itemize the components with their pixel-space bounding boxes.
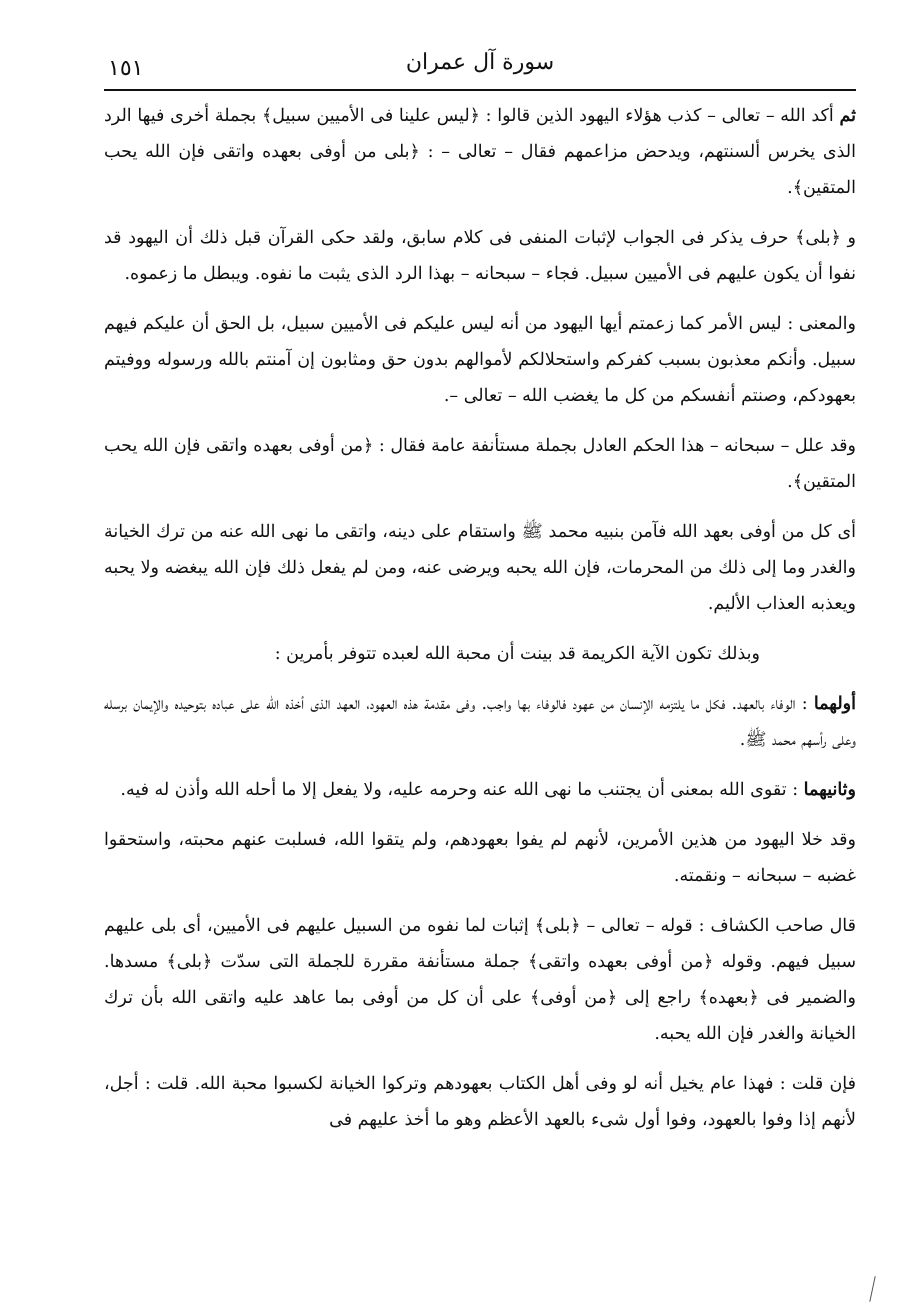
paragraph	[104, 306, 856, 414]
page-number: ١٥١	[108, 56, 144, 81]
paragraph	[104, 1066, 856, 1138]
paragraph-text: و ﴿بلى﴾ حرف يذكر فى الجواب لإثبات المنفى فى كلام سابق، ولقد حكى القرآن قبل ذلك أن اليهود قد نفوا أن يكون عليهم فى الأميين سبيل. فجاء – سبحانه – بهذا الرد الذى يثبت ما نفوه. ويبطل ما زعموه.	[104, 228, 856, 284]
paragraph	[104, 822, 856, 894]
paragraph	[104, 428, 856, 500]
running-title: سورة آل عمران	[405, 50, 555, 75]
paragraph-text: وبذلك تكون الآية الكريمة قد بينت أن محبة الله لعبده تتوفر بأمرين :	[274, 644, 760, 664]
paragraph-text: أكد الله – تعالى – كذب هؤلاء اليهود الذين قالوا : ﴿ليس علينا فى الأميين سبيل﴾ بجملة أخرى فيها الرد الذى يخرس ألسنتهم، ويدحض مزاعمهم فقال – تعالى – : ﴿بلى من أوفى بعهده واتقى فإن الله يحب المتقين﴾.	[104, 106, 856, 198]
paragraph	[104, 98, 856, 206]
paragraph-lead: وثانيهما	[803, 780, 856, 800]
paragraph	[104, 636, 856, 672]
paragraph-text: : تقوى الله بمعنى أن يجتنب ما نهى الله عنه وحرمه عليه، ولا يفعل إلا ما أحله الله وأذن له فيه.	[120, 780, 804, 800]
margin-mark	[869, 1276, 875, 1302]
paragraph	[104, 514, 856, 622]
paragraph-text: قال صاحب الكشاف : قوله – تعالى – ﴿بلى﴾ إثبات لما نفوه من السبيل عليهم فى الأميين، أى بلى عليهم سبيل فيهم. وقوله ﴿من أوفى بعهده واتقى﴾ جملة مستأنفة مقررة للجملة التى سدّت ﴿بلى﴾ مسدها. والضمير فى ﴿بعهده﴾ راجع إلى ﴿من أوفى﴾ على أن كل من أوفى بما عاهد عليه واتقى الله بأن ترك الخيانة والغدر فإن الله يحبه.	[104, 916, 856, 1044]
paragraph-text: والمعنى : ليس الأمر كما زعمتم أيها اليهود من أنه ليس عليكم فى الأميين سبيل، بل الحق أن عليكم فيهم سبيل. وأنكم معذبون بسبب كفركم واستحلالكم لأموالهم بدون حق ومثابون إن آمنتم بالله ورسوله ووفيتم بعهودكم، وصنتم أنفسكم من كل ما يغضب الله – تعالى –.	[104, 314, 856, 406]
paragraph-text: وقد علل – سبحانه – هذا الحكم العادل بجملة مستأنفة عامة فقال : ﴿من أوفى بعهده واتقى فإن الله يحب المتقين﴾.	[104, 436, 856, 492]
paragraph-text: فإن قلت : فهذا عام يخيل أنه لو وفى أهل الكتاب بعهودهم وتركوا الخيانة لكسبوا محبة الله. قلت : أجل، لأنهم إذا وفوا بالعهود، وفوا أول شىء بالعهد الأعظم وهو ما أخذ عليهم فى	[104, 1074, 856, 1130]
paragraph	[104, 220, 856, 292]
paragraph	[104, 772, 856, 808]
paragraph-text: وقد خلا اليهود من هذين الأمرين، لأنهم لم يفوا بعهودهم، ولم يتقوا الله، فسلبت عنهم محبته، واستحقوا غضبه – سبحانه – ونقمته.	[104, 830, 856, 886]
paragraph-lead: أولهما	[813, 694, 856, 714]
paragraph	[104, 908, 856, 1052]
body-text	[104, 98, 856, 1152]
header-rule	[104, 89, 856, 91]
paragraph-text: : الوفاء بالعهد. فكل ما يلتزمه الإنسان من عهود فالوفاء بها واجب. وفى مقدمة هذه العهود، العهد الذى أخذه الله على عباده بتوحيده والإيمان برسله وعلى رأسهم محمد ﷺ.	[104, 694, 856, 750]
paragraph-text: أى كل من أوفى بعهد الله فآمن بنبيه محمد ﷺ واستقام على دينه، واتقى ما نهى الله عنه من ترك الخيانة والغدر وما إلى ذلك من المحرمات، فإن الله يحبه ويرضى عنه، ومن لم يفعل ذلك فإن الله يبغضه ولا يحبه ويعذبه العذاب الأليم.	[104, 522, 856, 614]
page-header	[104, 44, 856, 86]
paragraph-lead: ثم	[839, 106, 856, 126]
paragraph	[104, 686, 856, 758]
